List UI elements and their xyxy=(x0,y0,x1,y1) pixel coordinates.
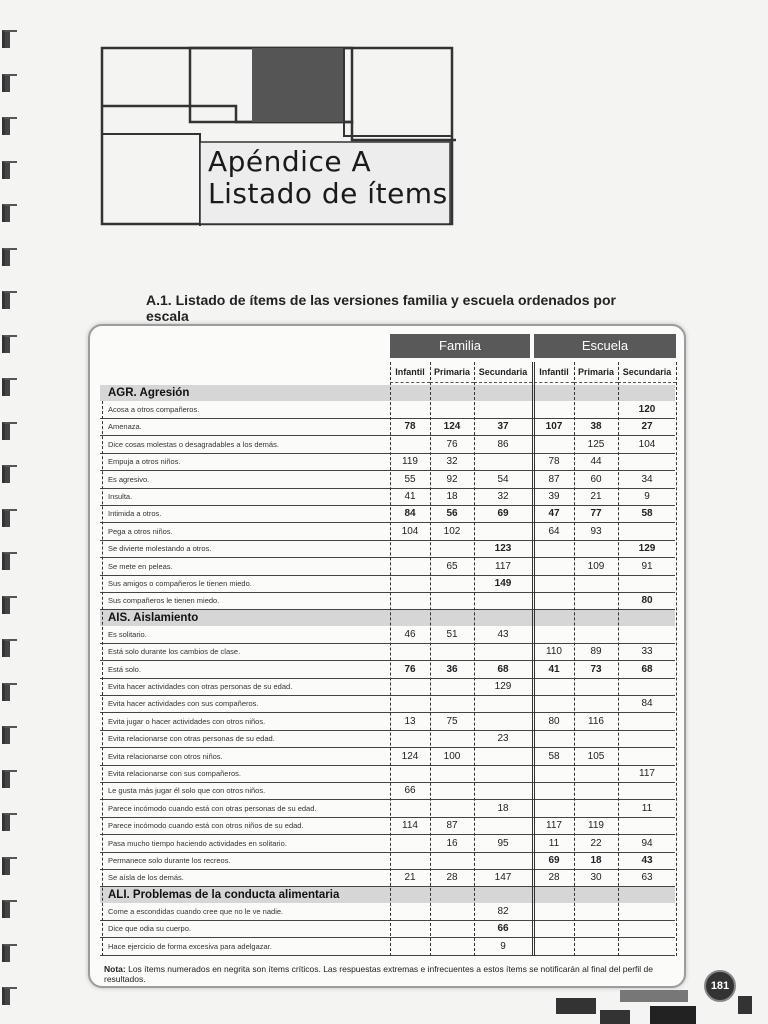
item-number-cell: 43 xyxy=(497,628,509,640)
item-number-cell xyxy=(430,765,474,782)
item-number-cell: 44 xyxy=(590,456,602,468)
item-label: Evita hacer actividades con sus compañeros. xyxy=(108,699,259,709)
item-label: Empuja a otros niños. xyxy=(108,457,181,467)
item-number-cell: 124 xyxy=(443,421,461,433)
item-label: Come a escondidas cuando cree que no le ve nadie. xyxy=(108,906,284,916)
item-number-cell: 75 xyxy=(446,715,458,727)
column-divider xyxy=(390,362,391,956)
note-label: Nota: xyxy=(104,964,126,974)
item-number-cell xyxy=(618,782,676,799)
item-number-cell xyxy=(534,782,574,799)
item-number-cell xyxy=(534,920,574,937)
item-number-cell: 95 xyxy=(497,837,509,849)
item-number-cell xyxy=(574,575,618,592)
item-number-cell xyxy=(430,540,474,557)
item-number-cell xyxy=(534,626,574,643)
item-number-cell xyxy=(430,730,474,747)
item-number-cell: 38 xyxy=(590,421,602,433)
item-number-cell: 47 xyxy=(548,508,560,520)
item-number-cell xyxy=(618,575,676,592)
item-number-cell xyxy=(430,903,474,920)
item-number-cell: 33 xyxy=(641,646,653,658)
category-row: AGR. Agresión xyxy=(100,385,675,401)
item-number-cell: 11 xyxy=(641,802,653,814)
item-number-cell xyxy=(618,626,676,643)
item-number-cell xyxy=(430,852,474,869)
item-number-cell xyxy=(618,938,676,955)
column-header: Primaria xyxy=(430,362,474,383)
table-row xyxy=(100,800,675,818)
item-label: Sus compañeros le tienen miedo. xyxy=(108,596,220,606)
item-number-cell: 80 xyxy=(548,715,560,727)
table-row xyxy=(100,523,675,541)
item-number-cell xyxy=(474,453,532,470)
item-number-cell: 109 xyxy=(587,560,605,572)
item-number-cell: 87 xyxy=(446,820,458,832)
item-number-cell xyxy=(474,695,532,712)
item-number-cell: 129 xyxy=(494,681,512,692)
column-divider xyxy=(532,362,533,956)
item-number-cell: 58 xyxy=(548,750,560,762)
binding-ring xyxy=(2,944,17,962)
table-row xyxy=(100,869,675,887)
binding-ring xyxy=(2,378,17,396)
item-label: Parece incómodo cuando está con otras personas de su edad. xyxy=(108,803,317,813)
item-number-cell xyxy=(474,643,532,660)
table-row xyxy=(100,505,675,523)
column-header: Infantil xyxy=(534,362,574,383)
item-number-cell xyxy=(618,730,676,747)
column-header: Secundaria xyxy=(474,362,532,383)
item-number-cell xyxy=(390,852,430,869)
item-number-cell xyxy=(574,626,618,643)
table-row xyxy=(100,540,675,558)
item-number-cell: 51 xyxy=(446,628,458,640)
item-label: Pasa mucho tiempo haciendo actividades en solitario. xyxy=(108,838,287,848)
item-number-cell xyxy=(430,643,474,660)
item-number-cell: 64 xyxy=(548,525,560,537)
item-number-cell xyxy=(534,800,574,817)
table-row xyxy=(100,453,675,471)
item-number-cell xyxy=(574,730,618,747)
table-row xyxy=(100,592,675,610)
item-number-cell: 76 xyxy=(446,438,458,450)
group-header-familia: Familia xyxy=(390,334,530,358)
table-row xyxy=(100,903,675,921)
item-number-cell xyxy=(390,643,430,660)
item-number-cell: 114 xyxy=(402,820,418,832)
item-label: Dice cosas molestas o desagradables a los demás. xyxy=(108,439,279,449)
item-number-cell xyxy=(574,695,618,712)
item-number-cell: 68 xyxy=(497,663,509,675)
item-label: Le gusta más jugar él solo que con otros niños. xyxy=(108,786,266,796)
item-number-cell: 65 xyxy=(446,560,458,572)
column-header: Secundaria xyxy=(618,362,676,383)
table-row xyxy=(100,782,675,800)
item-number-cell: 27 xyxy=(641,421,653,433)
item-number-cell: 84 xyxy=(641,698,653,710)
item-number-cell: 86 xyxy=(497,438,509,450)
item-label: Sus amigos o compañeros le tienen miedo. xyxy=(108,579,252,588)
item-number-cell xyxy=(474,523,532,540)
item-number-cell xyxy=(574,678,618,695)
item-number-cell: 107 xyxy=(545,421,563,433)
item-number-cell: 63 xyxy=(641,872,653,884)
item-number-cell xyxy=(574,800,618,817)
item-number-cell: 119 xyxy=(402,456,418,468)
item-number-cell: 58 xyxy=(641,508,653,520)
column-divider xyxy=(618,362,619,956)
column-divider xyxy=(430,362,431,956)
item-number-cell xyxy=(390,903,430,920)
table-note xyxy=(104,964,684,984)
page-title xyxy=(208,146,448,210)
category-row: AIS. Aislamiento xyxy=(100,610,675,626)
column-divider xyxy=(676,362,677,956)
item-number-cell xyxy=(430,920,474,937)
title-line-2: Listado de ítems xyxy=(208,177,448,210)
item-label: Evita relacionarse con otras personas de su edad. xyxy=(108,734,275,744)
item-number-cell xyxy=(534,938,574,955)
item-number-cell: 77 xyxy=(590,508,602,520)
item-label: Acosa a otros compañeros. xyxy=(108,405,200,414)
item-number-cell xyxy=(574,401,618,418)
item-number-cell xyxy=(574,540,618,557)
item-number-cell: 21 xyxy=(590,491,602,502)
item-number-cell xyxy=(618,453,676,470)
item-number-cell xyxy=(534,558,574,575)
table-row xyxy=(100,678,675,696)
decorative-block xyxy=(600,1010,630,1024)
item-number-cell xyxy=(534,592,574,609)
item-number-cell: 21 xyxy=(404,872,416,884)
item-label: Evita hacer actividades con otras personas de su edad. xyxy=(108,682,293,691)
item-number-cell: 66 xyxy=(497,923,509,935)
item-label: Evita relacionarse con sus compañeros. xyxy=(108,769,241,778)
item-number-cell: 22 xyxy=(590,837,602,849)
binding-ring xyxy=(2,465,17,483)
item-number-cell xyxy=(574,782,618,799)
decorative-block xyxy=(650,1006,696,1024)
item-number-cell: 117 xyxy=(639,768,655,779)
item-number-cell: 102 xyxy=(443,525,461,537)
item-number-cell: 30 xyxy=(590,872,602,884)
table-row xyxy=(100,488,675,506)
table-row xyxy=(100,436,675,454)
item-number-cell: 123 xyxy=(494,543,512,555)
item-number-cell: 116 xyxy=(588,715,604,727)
item-number-cell: 43 xyxy=(641,855,653,866)
binding-ring xyxy=(2,726,17,744)
item-number-cell xyxy=(390,800,430,817)
item-number-cell xyxy=(430,695,474,712)
table-row xyxy=(100,938,675,956)
item-number-cell xyxy=(574,765,618,782)
table-row xyxy=(100,713,675,731)
section-heading: A.1. Listado de ítems de las versiones familia y escuela ordenados por escala xyxy=(146,292,616,324)
item-label: Parece incómodo cuando está con otros niños de su edad. xyxy=(108,821,304,831)
item-number-cell: 93 xyxy=(590,525,602,537)
item-number-cell xyxy=(390,401,430,418)
item-number-cell xyxy=(390,678,430,695)
binding-ring xyxy=(2,857,17,875)
item-number-cell: 18 xyxy=(497,802,509,814)
table-row xyxy=(100,817,675,835)
item-number-cell xyxy=(390,835,430,852)
item-number-cell xyxy=(618,903,676,920)
table-row xyxy=(100,418,675,436)
item-number-cell xyxy=(390,695,430,712)
table-row xyxy=(100,643,675,661)
item-number-cell: 73 xyxy=(590,663,602,675)
item-number-cell: 37 xyxy=(497,421,509,433)
item-number-cell: 84 xyxy=(404,508,416,520)
item-number-cell xyxy=(534,436,574,453)
item-number-cell: 117 xyxy=(495,560,511,572)
column-divider xyxy=(534,362,535,956)
table-row xyxy=(100,558,675,576)
binding-ring xyxy=(2,987,17,1005)
item-number-cell xyxy=(618,817,676,834)
item-number-cell xyxy=(534,678,574,695)
item-number-cell: 66 xyxy=(404,785,416,797)
item-number-cell xyxy=(618,920,676,937)
item-number-cell xyxy=(474,782,532,799)
item-number-cell: 28 xyxy=(548,872,560,884)
item-label: Amenaza. xyxy=(108,422,142,432)
item-label: Permanece solo durante los recreos. xyxy=(108,856,231,865)
binding-ring xyxy=(2,900,17,918)
item-number-cell: 23 xyxy=(497,733,509,745)
table-row xyxy=(100,920,675,938)
table-row xyxy=(100,661,675,679)
binding-ring xyxy=(2,335,17,353)
item-label: Es solitario. xyxy=(108,629,147,639)
item-number-cell: 39 xyxy=(548,491,560,502)
decorative-block xyxy=(620,990,688,1002)
item-number-cell: 124 xyxy=(401,750,419,762)
item-number-cell: 89 xyxy=(590,646,602,658)
item-label: Intimida a otros. xyxy=(108,509,162,519)
item-number-cell: 94 xyxy=(641,837,653,849)
decorative-block xyxy=(738,996,752,1014)
item-number-cell: 41 xyxy=(548,663,560,675)
item-label: Dice que odia su cuerpo. xyxy=(108,924,191,934)
item-number-cell: 16 xyxy=(446,837,458,849)
item-number-cell: 13 xyxy=(404,715,416,727)
item-number-cell: 32 xyxy=(497,491,509,502)
item-number-cell xyxy=(534,695,574,712)
item-number-cell xyxy=(430,592,474,609)
table-row xyxy=(100,695,675,713)
column-header: Infantil xyxy=(390,362,430,383)
item-label: Está solo. xyxy=(108,664,141,674)
binding-ring xyxy=(2,770,17,788)
item-label: Insulta. xyxy=(108,492,133,501)
table-row xyxy=(100,835,675,853)
table-row xyxy=(100,748,675,766)
item-number-cell: 78 xyxy=(404,421,416,433)
item-number-cell: 120 xyxy=(638,404,656,415)
item-label: Se divierte molestando a otros. xyxy=(108,544,212,554)
item-number-cell xyxy=(474,401,532,418)
item-number-cell: 9 xyxy=(500,940,506,952)
item-number-cell xyxy=(474,852,532,869)
binding-ring xyxy=(2,117,17,135)
item-number-cell xyxy=(390,730,430,747)
item-number-cell xyxy=(390,575,430,592)
item-number-cell: 100 xyxy=(443,750,461,762)
column-divider xyxy=(474,362,475,956)
item-number-cell xyxy=(390,765,430,782)
category-row: ALI. Problemas de la conducta alimentaria xyxy=(100,887,675,903)
table-row xyxy=(100,575,675,593)
table-row xyxy=(100,730,675,748)
item-number-cell: 125 xyxy=(587,438,605,450)
item-number-cell: 149 xyxy=(494,578,512,589)
item-number-cell xyxy=(390,938,430,955)
item-number-cell: 129 xyxy=(638,543,656,555)
item-number-cell: 36 xyxy=(446,663,458,675)
item-number-cell xyxy=(430,938,474,955)
item-number-cell xyxy=(618,713,676,730)
item-number-cell: 147 xyxy=(494,872,512,884)
binding-ring xyxy=(2,596,17,614)
item-label: Hace ejercicio de forma excesiva para adelgazar. xyxy=(108,941,272,951)
item-number-cell: 54 xyxy=(497,473,509,485)
item-number-cell xyxy=(430,678,474,695)
item-number-cell xyxy=(534,730,574,747)
binding-ring xyxy=(2,683,17,701)
item-number-cell: 56 xyxy=(446,508,458,520)
item-number-cell: 78 xyxy=(548,456,560,468)
column-divider xyxy=(574,362,575,956)
item-number-cell xyxy=(574,920,618,937)
binding-ring xyxy=(2,30,17,48)
item-number-cell xyxy=(474,713,532,730)
item-number-cell xyxy=(474,765,532,782)
binding-ring xyxy=(2,248,17,266)
item-number-cell xyxy=(390,540,430,557)
item-number-cell xyxy=(430,401,474,418)
item-number-cell: 60 xyxy=(590,473,602,485)
item-number-cell: 69 xyxy=(548,855,560,866)
binding-ring xyxy=(2,291,17,309)
item-number-cell: 82 xyxy=(497,905,509,917)
item-number-cell: 105 xyxy=(587,750,605,762)
item-number-cell: 34 xyxy=(641,473,653,485)
item-number-cell: 117 xyxy=(546,820,562,832)
item-number-cell xyxy=(618,748,676,765)
binding-ring xyxy=(2,74,17,92)
item-label: Se aísla de los demás. xyxy=(108,873,184,883)
item-number-cell: 28 xyxy=(446,872,458,884)
item-number-cell: 87 xyxy=(548,473,560,485)
note-text: Los ítems numerados en negrita son ítems críticos. Las respuestas extremas e infrecuentes a estos ítems se notificarán al final del perfil de resultados. xyxy=(104,964,653,984)
item-number-cell: 91 xyxy=(641,560,653,572)
item-number-cell xyxy=(430,782,474,799)
item-number-cell xyxy=(474,817,532,834)
binding-ring xyxy=(2,422,17,440)
item-number-cell: 104 xyxy=(638,438,656,450)
table-row xyxy=(100,401,675,419)
item-number-cell xyxy=(574,592,618,609)
binding-ring xyxy=(2,509,17,527)
item-label: Evita jugar o hacer actividades con otros niños. xyxy=(108,716,266,726)
item-number-cell xyxy=(618,678,676,695)
item-number-cell xyxy=(474,592,532,609)
item-number-cell: 76 xyxy=(404,663,416,675)
item-number-cell: 9 xyxy=(644,491,650,502)
item-number-cell: 110 xyxy=(546,646,562,658)
item-label: Está solo durante los cambios de clase. xyxy=(108,647,241,657)
item-number-cell: 32 xyxy=(446,456,458,468)
table-row xyxy=(100,626,675,644)
item-label: Es agresivo. xyxy=(108,474,150,484)
title-line-1: Apéndice A xyxy=(208,145,372,178)
item-number-cell: 68 xyxy=(641,663,653,675)
column-header: Primaria xyxy=(574,362,618,383)
item-number-cell: 80 xyxy=(641,595,653,607)
item-number-cell: 55 xyxy=(404,473,416,485)
item-label: Se mete en peleas. xyxy=(108,561,173,571)
item-number-cell xyxy=(390,920,430,937)
binding-ring xyxy=(2,639,17,657)
decorative-block xyxy=(556,998,596,1014)
binding-ring xyxy=(2,161,17,179)
group-header-escuela: Escuela xyxy=(534,334,676,358)
item-number-cell xyxy=(390,558,430,575)
item-number-cell: 41 xyxy=(404,491,416,502)
item-label: Evita relacionarse con otros niños. xyxy=(108,751,223,761)
item-number-cell xyxy=(534,903,574,920)
item-number-cell xyxy=(430,800,474,817)
item-number-cell xyxy=(390,436,430,453)
item-number-cell: 104 xyxy=(401,525,419,537)
item-label: Pega a otros niños. xyxy=(108,526,173,536)
item-number-cell xyxy=(474,748,532,765)
item-number-cell xyxy=(574,938,618,955)
table-row xyxy=(100,852,675,870)
item-number-cell: 11 xyxy=(548,837,560,849)
item-number-cell xyxy=(534,401,574,418)
item-number-cell xyxy=(534,765,574,782)
item-number-cell: 18 xyxy=(590,855,602,866)
item-number-cell xyxy=(618,523,676,540)
item-number-cell: 92 xyxy=(446,473,458,485)
item-number-cell: 119 xyxy=(588,820,604,832)
item-number-cell xyxy=(534,575,574,592)
label-guide-line xyxy=(102,401,103,956)
item-number-cell xyxy=(430,575,474,592)
item-number-cell: 69 xyxy=(497,508,509,520)
binding-ring xyxy=(2,204,17,222)
binding-ring xyxy=(2,813,17,831)
item-number-cell xyxy=(534,540,574,557)
table-row xyxy=(100,765,675,783)
item-number-cell: 18 xyxy=(446,491,458,502)
binding-ring xyxy=(2,552,17,570)
spiral-binding xyxy=(0,30,22,1020)
item-number-cell xyxy=(574,903,618,920)
item-number-cell: 46 xyxy=(404,628,416,640)
item-number-cell xyxy=(390,592,430,609)
page-number: 181 xyxy=(704,970,736,1002)
table-row xyxy=(100,471,675,489)
